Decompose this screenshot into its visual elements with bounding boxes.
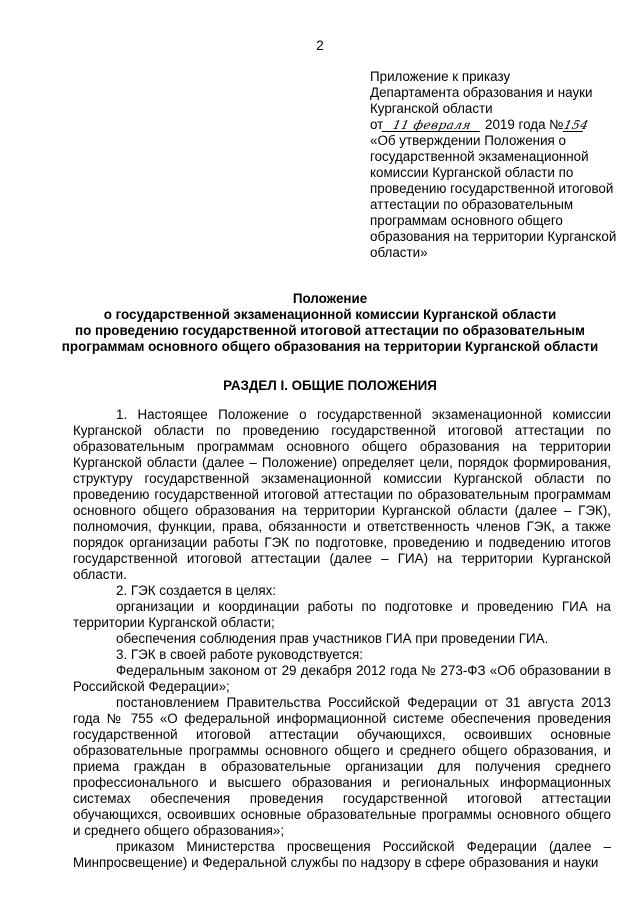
paragraph: Федеральным законом от 29 декабря 2012 года № 273-ФЗ «Об образовании в Российской Федерации»;	[73, 663, 611, 694]
title-line: программам основного общего образования на территории Курганской области	[61, 339, 599, 354]
appendix-subject-line: проведению государственной итоговой	[370, 181, 614, 196]
paragraph: организации и координации работы по подготовке и проведению ГИА на территории Курганской области;	[73, 599, 611, 630]
appendix-subject-line: области»	[370, 245, 428, 260]
order-prefix: от	[370, 117, 384, 132]
title-line: по проведению государственной итоговой аттестации по образовательным	[75, 323, 585, 338]
appendix-line: Курганской области	[370, 101, 493, 116]
order-year-text: 2019 года №	[485, 117, 564, 132]
handwritten-number: 154	[562, 118, 590, 132]
order-date-line	[370, 117, 620, 133]
paragraph: обеспечения соблюдения прав участников ГИА при проведении ГИА.	[116, 631, 549, 646]
paragraph: постановлением Правительства Российской Федерации от 31 августа 2013 года № 755 «О федеральной информационной системе обеспечения проведения государственной итоговой аттестации обучающихся, освоивших основные образовательные программы основного общего и среднего общего образования, и приема граждан в образовательные организации для получения среднего профессионального и высшего образования и региональных информационных системах обеспечения проведения государственной итоговой аттестации обучающихся, освоивших основные образовательные программы основного общего и среднего общего образования»;	[73, 695, 611, 838]
appendix-block	[370, 69, 620, 261]
appendix-subject-line: программам основного общего	[370, 213, 563, 228]
title-line: о государственной экзаменационной комиссии Курганской области	[103, 307, 557, 322]
paragraph: 3. ГЭК в своей работе руководствуется:	[116, 647, 363, 662]
paragraph: приказом Министерства просвещения Российской Федерации (далее – Минпросвещение) и Федеральной службы по надзору в сфере образования и науки	[73, 839, 611, 870]
appendix-subject-line: аттестации по образовательным	[370, 197, 574, 212]
appendix-line: Приложение к приказу	[370, 69, 511, 84]
title-line: Положение	[292, 291, 368, 306]
appendix-subject-line: образования на территории Курганской	[370, 229, 617, 244]
paragraph: 2. ГЭК создается в целях:	[116, 583, 277, 598]
appendix-subject-line: комиссии Курганской области по	[370, 165, 574, 180]
page-number: 2	[316, 38, 324, 53]
appendix-subject-line: «Об утверждении Положения о	[370, 133, 566, 148]
appendix-line: Департамента образования и науки	[370, 85, 593, 100]
handwritten-date: 11 февраля	[382, 119, 483, 132]
document-body	[73, 407, 611, 871]
section-heading: РАЗДЕЛ I. ОБЩИЕ ПОЛОЖЕНИЯ	[223, 378, 437, 393]
paragraph: 1. Настоящее Положение о государственной экзаменационной комиссии Курганской области по проведению государственной итоговой аттестации по образовательным программам основного общего образования на территории Курганской области (далее – Положение) определяет цели, порядок формирования, структуру государственной экзаменационной комиссии Курганской области по проведению государственной итоговой аттестации по образовательным программам основного общего образования на территории Курганской области (далее – ГЭК), полномочия, функции, права, обязанности и ответственность членов ГЭК, а также порядок организации работы ГЭК по подготовке, проведению и подведению итогов государственной итоговой аттестации (далее – ГИА) на территории Курганской области.	[73, 407, 611, 582]
document-title	[40, 291, 620, 355]
appendix-subject-line: государственной экзаменационной	[370, 149, 589, 164]
